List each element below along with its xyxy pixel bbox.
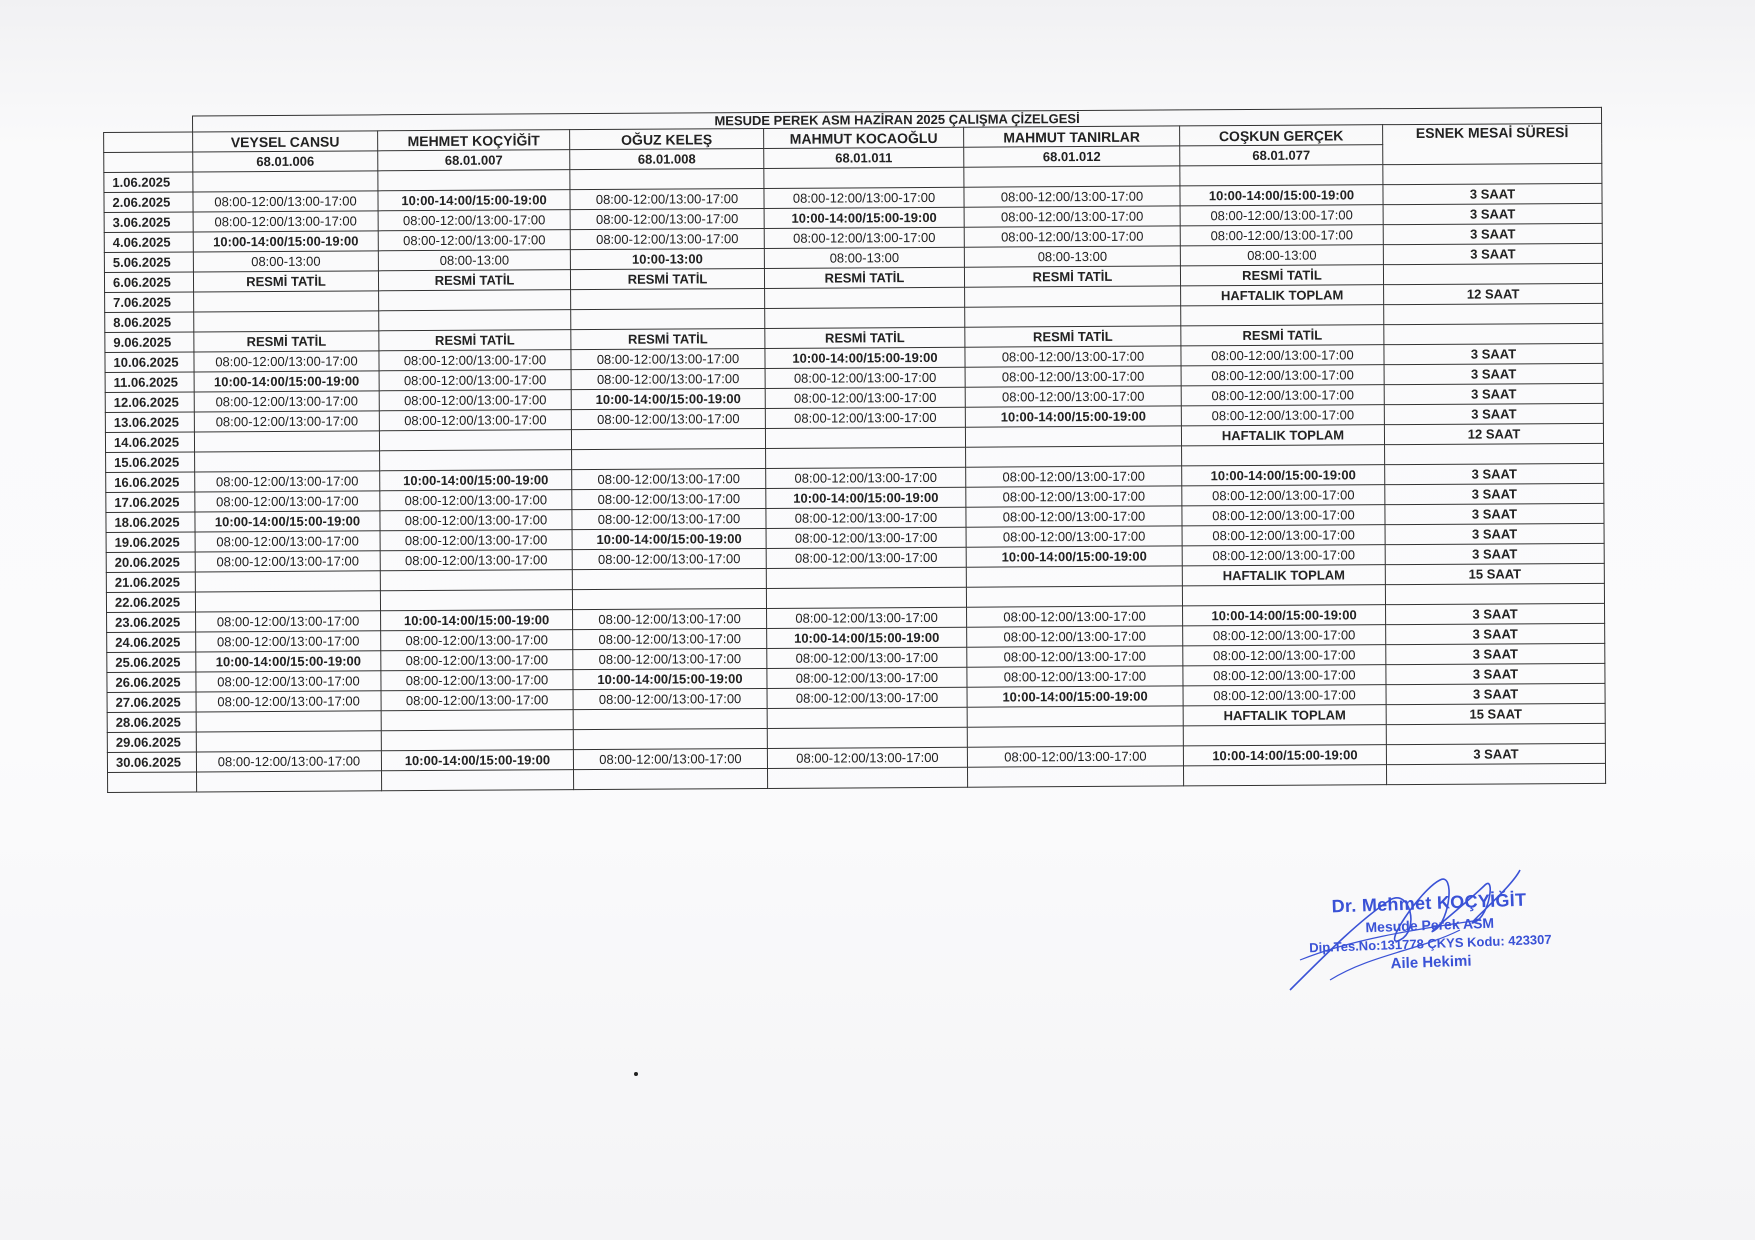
date-cell: 18.06.2025 — [106, 512, 195, 533]
staff-name: MEHMET KOÇYİĞİT — [378, 130, 570, 151]
shift-cell: 08:00-12:00/13:00-17:00 — [381, 670, 573, 691]
shift-cell — [765, 287, 965, 308]
shift-cell: 08:00-12:00/13:00-17:00 — [194, 411, 379, 432]
shift-cell: 08:00-12:00/13:00-17:00 — [194, 351, 379, 372]
shift-cell: 08:00-12:00/13:00-17:00 — [966, 466, 1182, 487]
shift-cell: 08:00-12:00/13:00-17:00 — [766, 527, 966, 548]
flex-hours-cell — [1383, 263, 1602, 284]
shift-cell: RESMİ TATİL — [571, 328, 765, 349]
date-cell: 9.06.2025 — [105, 332, 194, 353]
date-cell: 29.06.2025 — [107, 732, 196, 753]
shift-cell: 08:00-12:00/13:00-17:00 — [966, 486, 1182, 507]
shift-cell — [965, 306, 1181, 327]
shift-cell — [765, 427, 965, 448]
flex-hours-cell — [1384, 303, 1603, 324]
staff-code: 68.01.006 — [193, 151, 378, 172]
shift-cell: 08:00-12:00/13:00-17:00 — [573, 648, 767, 669]
shift-cell: 08:00-12:00/13:00-17:00 — [1181, 405, 1384, 426]
shift-cell: 08:00-12:00/13:00-17:00 — [379, 410, 571, 431]
shift-cell: 10:00-14:00/15:00-19:00 — [573, 668, 767, 689]
shift-cell: 08:00-12:00/13:00-17:00 — [1183, 625, 1386, 646]
shift-cell: 10:00-14:00/15:00-19:00 — [1183, 745, 1386, 766]
date-cell: 22.06.2025 — [106, 592, 195, 613]
shift-cell — [1181, 305, 1384, 326]
date-cell: 23.06.2025 — [107, 612, 196, 633]
shift-cell: 08:00-12:00/13:00-17:00 — [573, 608, 767, 629]
shift-cell: RESMİ TATİL — [1180, 265, 1383, 286]
flex-hours-cell: 3 SAAT — [1385, 543, 1604, 564]
schedule-table — [103, 107, 1606, 793]
shift-cell: 08:00-12:00/13:00-17:00 — [381, 630, 573, 651]
shift-cell: 08:00-12:00/13:00-17:00 — [767, 607, 967, 628]
date-cell: 30.06.2025 — [107, 752, 196, 773]
shift-cell: 08:00-12:00/13:00-17:00 — [765, 387, 965, 408]
shift-cell: RESMİ TATİL — [193, 271, 378, 292]
shift-cell: 08:00-12:00/13:00-17:00 — [196, 751, 381, 772]
date-cell: 11.06.2025 — [105, 372, 194, 393]
shift-cell: 10:00-14:00/15:00-19:00 — [766, 487, 966, 508]
shift-cell: 08:00-12:00/13:00-17:00 — [966, 506, 1182, 527]
staff-code: 68.01.077 — [1180, 145, 1383, 166]
flex-hours-cell — [1385, 583, 1604, 604]
shift-cell: 08:00-12:00/13:00-17:00 — [767, 687, 967, 708]
shift-cell — [1183, 765, 1386, 786]
flex-hours-cell — [1386, 723, 1605, 744]
shift-cell: 08:00-12:00/13:00-17:00 — [965, 386, 1181, 407]
staff-code: 68.01.012 — [964, 146, 1180, 167]
flex-hours-cell: 3 SAAT — [1386, 683, 1605, 704]
shift-cell — [766, 567, 966, 588]
flex-hours-cell — [1386, 763, 1605, 784]
shift-cell: 10:00-14:00/15:00-19:00 — [965, 406, 1181, 427]
shift-cell — [381, 730, 573, 751]
shift-cell: 08:00-12:00/13:00-17:00 — [767, 647, 967, 668]
date-cell: 26.06.2025 — [107, 672, 196, 693]
shift-cell: 10:00-14:00/15:00-19:00 — [1182, 465, 1385, 486]
shift-cell: 08:00-12:00/13:00-17:00 — [967, 606, 1183, 627]
shift-cell: 10:00-14:00/15:00-19:00 — [571, 388, 765, 409]
shift-cell: 08:00-12:00/13:00-17:00 — [380, 530, 572, 551]
date-cell: 28.06.2025 — [107, 712, 196, 733]
flex-hours-cell — [1385, 443, 1604, 464]
date-cell: 19.06.2025 — [106, 532, 195, 553]
shift-cell: 08:00-12:00/13:00-17:00 — [964, 186, 1180, 207]
date-cell: 7.06.2025 — [105, 292, 194, 313]
shift-cell: RESMİ TATİL — [379, 330, 571, 351]
shift-cell: 08:00-12:00/13:00-17:00 — [765, 407, 965, 428]
date-cell: 20.06.2025 — [106, 552, 195, 573]
shift-cell: 08:00-12:00/13:00-17:00 — [379, 350, 571, 371]
date-cell: 24.06.2025 — [107, 632, 196, 653]
flex-hours-cell: 12 SAAT — [1384, 283, 1603, 304]
shift-cell: 08:00-12:00/13:00-17:00 — [573, 748, 767, 769]
shift-cell — [1182, 585, 1385, 606]
flex-hours-cell: 15 SAAT — [1385, 563, 1604, 584]
date-cell: 16.06.2025 — [106, 472, 195, 493]
shift-cell: 08:00-12:00/13:00-17:00 — [964, 206, 1180, 227]
flex-hours-cell: 15 SAAT — [1386, 703, 1605, 724]
shift-cell — [381, 710, 573, 731]
shift-cell: 08:00-12:00/13:00-17:00 — [1183, 685, 1386, 706]
shift-cell: 10:00-14:00/15:00-19:00 — [764, 207, 964, 228]
shift-cell: 08:00-12:00/13:00-17:00 — [1183, 645, 1386, 666]
shift-cell — [966, 446, 1182, 467]
date-cell: 14.06.2025 — [105, 432, 194, 453]
shift-cell: 08:00-12:00/13:00-17:00 — [967, 666, 1183, 687]
date-cell — [108, 772, 197, 793]
shift-cell — [195, 571, 380, 592]
shift-cell — [194, 311, 379, 332]
corner-cell — [104, 152, 193, 173]
staff-name: COŞKUN GERÇEK — [1180, 125, 1383, 146]
shift-cell — [195, 591, 380, 612]
flex-hours-cell: 3 SAAT — [1386, 743, 1605, 764]
speck — [634, 1072, 638, 1076]
staff-code: 68.01.008 — [570, 148, 764, 169]
shift-cell: 08:00-12:00/13:00-17:00 — [379, 390, 571, 411]
shift-cell: 08:00-13:00 — [764, 247, 964, 268]
corner-cell — [104, 132, 193, 153]
shift-cell: RESMİ TATİL — [764, 267, 964, 288]
flex-hours-cell: 3 SAAT — [1386, 623, 1605, 644]
shift-cell — [378, 170, 570, 191]
page-title: MESUDE PEREK ASM HAZİRAN 2025 ÇALIŞMA ÇİZELGESİ — [193, 107, 1602, 132]
date-cell: 12.06.2025 — [105, 392, 194, 413]
shift-cell: 10:00-14:00/15:00-19:00 — [966, 546, 1182, 567]
shift-cell — [194, 291, 379, 312]
flex-hours-cell: 3 SAAT — [1385, 463, 1604, 484]
shift-cell — [767, 727, 967, 748]
shift-cell: 08:00-12:00/13:00-17:00 — [965, 346, 1181, 367]
shift-cell: 08:00-12:00/13:00-17:00 — [767, 747, 967, 768]
stamp-facility: Mesude Perek ASM — [1365, 914, 1495, 936]
shift-cell: 08:00-12:00/13:00-17:00 — [196, 611, 381, 632]
flex-hours-cell: 3 SAAT — [1386, 603, 1605, 624]
flex-hours-cell: 3 SAAT — [1385, 523, 1604, 544]
shift-cell: 08:00-12:00/13:00-17:00 — [967, 626, 1183, 647]
shift-cell: 08:00-12:00/13:00-17:00 — [1180, 225, 1383, 246]
flex-hours-cell: 3 SAAT — [1385, 483, 1604, 504]
date-cell: 2.06.2025 — [104, 192, 193, 213]
shift-cell — [379, 310, 571, 331]
shift-cell — [573, 708, 767, 729]
shift-cell: 08:00-12:00/13:00-17:00 — [380, 490, 572, 511]
date-cell: 10.06.2025 — [105, 352, 194, 373]
flex-hours-cell: 3 SAAT — [1384, 363, 1603, 384]
shift-cell: 08:00-12:00/13:00-17:00 — [379, 370, 571, 391]
shift-cell — [196, 731, 381, 752]
shift-cell — [767, 767, 967, 788]
shift-cell: 08:00-12:00/13:00-17:00 — [573, 688, 767, 709]
shift-cell: 08:00-12:00/13:00-17:00 — [378, 210, 570, 231]
shift-cell: 08:00-12:00/13:00-17:00 — [571, 408, 765, 429]
shift-cell: 08:00-12:00/13:00-17:00 — [196, 631, 381, 652]
shift-cell: RESMİ TATİL — [194, 331, 379, 352]
shift-cell: 08:00-12:00/13:00-17:00 — [767, 667, 967, 688]
shift-cell: RESMİ TATİL — [765, 327, 965, 348]
shift-cell: 10:00-14:00/15:00-19:00 — [380, 470, 572, 491]
shift-cell: 08:00-12:00/13:00-17:00 — [195, 531, 380, 552]
shift-cell: 10:00-14:00/15:00-19:00 — [193, 231, 378, 252]
shift-cell: 08:00-12:00/13:00-17:00 — [573, 628, 767, 649]
shift-cell: 08:00-12:00/13:00-17:00 — [1181, 345, 1384, 366]
shift-cell: 08:00-13:00 — [378, 250, 570, 271]
shift-cell — [379, 290, 571, 311]
shift-cell — [193, 171, 378, 192]
shift-cell: 08:00-12:00/13:00-17:00 — [1181, 365, 1384, 386]
shift-cell — [570, 168, 764, 189]
shift-cell: HAFTALIK TOPLAM — [1182, 565, 1385, 586]
shift-cell — [966, 566, 1182, 587]
shift-cell — [572, 448, 766, 469]
date-cell: 4.06.2025 — [104, 232, 193, 253]
staff-code: 68.01.011 — [764, 147, 964, 168]
shift-cell — [765, 307, 965, 328]
flex-hours-cell: 3 SAAT — [1386, 663, 1605, 684]
shift-cell — [1180, 165, 1383, 186]
date-cell: 13.06.2025 — [105, 412, 194, 433]
flex-hours-cell: 3 SAAT — [1383, 243, 1602, 264]
stamp-registration: Dip.Tes.No:131778 ÇKYS Kodu: 423307 — [1308, 931, 1552, 956]
shift-cell: 08:00-12:00/13:00-17:00 — [764, 227, 964, 248]
date-cell: 1.06.2025 — [104, 172, 193, 193]
shift-cell: 10:00-14:00/15:00-19:00 — [967, 686, 1183, 707]
shift-cell — [572, 568, 766, 589]
shift-cell: 08:00-12:00/13:00-17:00 — [967, 746, 1183, 767]
shift-cell: 10:00-14:00/15:00-19:00 — [1183, 605, 1386, 626]
shift-cell: 10:00-14:00/15:00-19:00 — [196, 651, 381, 672]
shift-cell — [573, 728, 767, 749]
shift-cell: 08:00-12:00/13:00-17:00 — [1183, 665, 1386, 686]
shift-cell: HAFTALIK TOPLAM — [1181, 285, 1384, 306]
flex-hours-cell: 3 SAAT — [1384, 403, 1603, 424]
flex-hours-cell: 12 SAAT — [1384, 423, 1603, 444]
shift-cell — [379, 430, 571, 451]
flex-hours-cell: 3 SAAT — [1385, 503, 1604, 524]
shift-cell: 08:00-12:00/13:00-17:00 — [195, 491, 380, 512]
date-cell: 17.06.2025 — [106, 492, 195, 513]
shift-cell — [966, 586, 1182, 607]
shift-cell — [967, 706, 1183, 727]
shift-cell — [571, 308, 765, 329]
shift-cell: 08:00-13:00 — [193, 251, 378, 272]
shift-cell: 08:00-12:00/13:00-17:00 — [572, 468, 766, 489]
shift-cell — [571, 288, 765, 309]
shift-cell — [1182, 445, 1385, 466]
staff-name: OĞUZ KELEŞ — [570, 128, 764, 149]
shift-cell: 08:00-12:00/13:00-17:00 — [764, 187, 964, 208]
shift-cell: 08:00-12:00/13:00-17:00 — [572, 488, 766, 509]
shift-cell: 10:00-14:00/15:00-19:00 — [195, 511, 380, 532]
schedule-sheet — [103, 107, 1605, 793]
shift-cell: 08:00-12:00/13:00-17:00 — [1181, 385, 1384, 406]
shift-cell: 08:00-12:00/13:00-17:00 — [381, 690, 573, 711]
flex-hours-cell: 3 SAAT — [1384, 343, 1603, 364]
shift-cell: 08:00-12:00/13:00-17:00 — [570, 208, 764, 229]
shift-cell: RESMİ TATİL — [965, 326, 1181, 347]
shift-cell: 10:00-14:00/15:00-19:00 — [381, 750, 573, 771]
date-cell: 3.06.2025 — [104, 212, 193, 233]
shift-cell: 08:00-12:00/13:00-17:00 — [964, 226, 1180, 247]
shift-cell — [1183, 725, 1386, 746]
shift-cell — [197, 771, 382, 792]
shift-cell: 08:00-12:00/13:00-17:00 — [1182, 485, 1385, 506]
shift-cell — [380, 570, 572, 591]
shift-cell: 08:00-12:00/13:00-17:00 — [1180, 205, 1383, 226]
shift-cell: 10:00-14:00/15:00-19:00 — [767, 627, 967, 648]
shift-cell — [572, 588, 766, 609]
shift-cell: 10:00-14:00/15:00-19:00 — [381, 610, 573, 631]
shift-cell: RESMİ TATİL — [570, 268, 764, 289]
flex-hours-cell: 3 SAAT — [1383, 183, 1602, 204]
stamp-name: Dr. Mehmet KOÇYİĞİT — [1331, 889, 1527, 917]
shift-cell: 08:00-12:00/13:00-17:00 — [571, 348, 765, 369]
flex-hours-cell: 3 SAAT — [1383, 223, 1602, 244]
shift-cell: RESMİ TATİL — [1181, 325, 1384, 346]
shift-cell: 08:00-12:00/13:00-17:00 — [195, 471, 380, 492]
shift-cell: 08:00-12:00/13:00-17:00 — [572, 508, 766, 529]
shift-cell: 10:00-14:00/15:00-19:00 — [1180, 185, 1383, 206]
shift-cell: 08:00-12:00/13:00-17:00 — [967, 646, 1183, 667]
shift-cell — [380, 590, 572, 611]
shift-cell: 08:00-12:00/13:00-17:00 — [766, 547, 966, 568]
shift-cell: 08:00-12:00/13:00-17:00 — [1182, 545, 1385, 566]
shift-cell — [766, 447, 966, 468]
date-cell: 25.06.2025 — [107, 652, 196, 673]
date-cell: 15.06.2025 — [106, 452, 195, 473]
shift-cell — [764, 167, 964, 188]
shift-cell — [967, 726, 1183, 747]
shift-cell — [574, 768, 768, 789]
date-cell: 27.06.2025 — [107, 692, 196, 713]
staff-name: VEYSEL CANSU — [193, 131, 378, 152]
shift-cell: 08:00-12:00/13:00-17:00 — [380, 510, 572, 531]
flex-hours-cell: 3 SAAT — [1386, 643, 1605, 664]
shift-cell — [965, 286, 1181, 307]
shift-cell: 08:00-12:00/13:00-17:00 — [965, 366, 1181, 387]
doctor-stamp — [1289, 888, 1572, 976]
shift-cell: 08:00-12:00/13:00-17:00 — [570, 228, 764, 249]
shift-cell: 08:00-12:00/13:00-17:00 — [378, 230, 570, 251]
shift-cell: 08:00-12:00/13:00-17:00 — [571, 368, 765, 389]
shift-cell: 10:00-14:00/15:00-19:00 — [378, 190, 570, 211]
shift-cell: 08:00-12:00/13:00-17:00 — [572, 548, 766, 569]
shift-cell: HAFTALIK TOPLAM — [1181, 425, 1384, 446]
shift-cell — [965, 426, 1181, 447]
shift-cell — [964, 166, 1180, 187]
shift-cell: 08:00-12:00/13:00-17:00 — [570, 188, 764, 209]
shift-cell: 08:00-12:00/13:00-17:00 — [765, 367, 965, 388]
shift-cell: 08:00-12:00/13:00-17:00 — [193, 211, 378, 232]
flex-hours-cell: 3 SAAT — [1383, 203, 1602, 224]
date-cell: 6.06.2025 — [104, 272, 193, 293]
staff-name: MAHMUT TANIRLAR — [964, 126, 1180, 147]
flex-hours-cell — [1384, 323, 1603, 344]
date-cell: 21.06.2025 — [106, 572, 195, 593]
shift-cell: 10:00-13:00 — [570, 248, 764, 269]
shift-cell — [571, 428, 765, 449]
shift-cell: RESMİ TATİL — [964, 266, 1180, 287]
shift-cell: 08:00-12:00/13:00-17:00 — [196, 691, 381, 712]
shift-cell: 08:00-12:00/13:00-17:00 — [966, 526, 1182, 547]
shift-cell: HAFTALIK TOPLAM — [1183, 705, 1386, 726]
shift-cell: 08:00-12:00/13:00-17:00 — [193, 191, 378, 212]
shift-cell: 08:00-12:00/13:00-17:00 — [196, 671, 381, 692]
shift-cell: 10:00-14:00/15:00-19:00 — [572, 528, 766, 549]
shift-cell: 08:00-12:00/13:00-17:00 — [1182, 505, 1385, 526]
shift-cell — [196, 711, 381, 732]
flex-hours-cell: 3 SAAT — [1384, 383, 1603, 404]
stamp-title: Aile Hekimi — [1390, 952, 1472, 973]
shift-cell: 10:00-14:00/15:00-19:00 — [765, 347, 965, 368]
shift-cell — [194, 431, 379, 452]
shift-cell — [380, 450, 572, 471]
shift-cell: 08:00-13:00 — [1180, 245, 1383, 266]
shift-cell: 08:00-12:00/13:00-17:00 — [380, 550, 572, 571]
shift-cell — [766, 587, 966, 608]
title-spacer — [104, 116, 193, 133]
shift-cell: 08:00-12:00/13:00-17:00 — [1182, 525, 1385, 546]
shift-cell: 08:00-12:00/13:00-17:00 — [766, 467, 966, 488]
staff-name: MAHMUT KOCAOĞLU — [764, 127, 964, 148]
flex-hours-header: ESNEK MESAİ SÜRESİ — [1383, 123, 1602, 164]
shift-cell: 08:00-12:00/13:00-17:00 — [381, 650, 573, 671]
staff-code: 68.01.007 — [378, 150, 570, 171]
shift-cell: 08:00-12:00/13:00-17:00 — [195, 551, 380, 572]
flex-hours-cell — [1383, 163, 1602, 184]
shift-cell: 08:00-13:00 — [964, 246, 1180, 267]
shift-cell — [382, 770, 574, 791]
date-cell: 8.06.2025 — [105, 312, 194, 333]
shift-cell: RESMİ TATİL — [378, 270, 570, 291]
shift-cell — [195, 451, 380, 472]
shift-cell: 08:00-12:00/13:00-17:00 — [194, 391, 379, 412]
date-cell: 5.06.2025 — [104, 252, 193, 273]
shift-cell — [767, 707, 967, 728]
shift-cell: 10:00-14:00/15:00-19:00 — [194, 371, 379, 392]
shift-cell: 08:00-12:00/13:00-17:00 — [766, 507, 966, 528]
shift-cell — [967, 766, 1183, 787]
